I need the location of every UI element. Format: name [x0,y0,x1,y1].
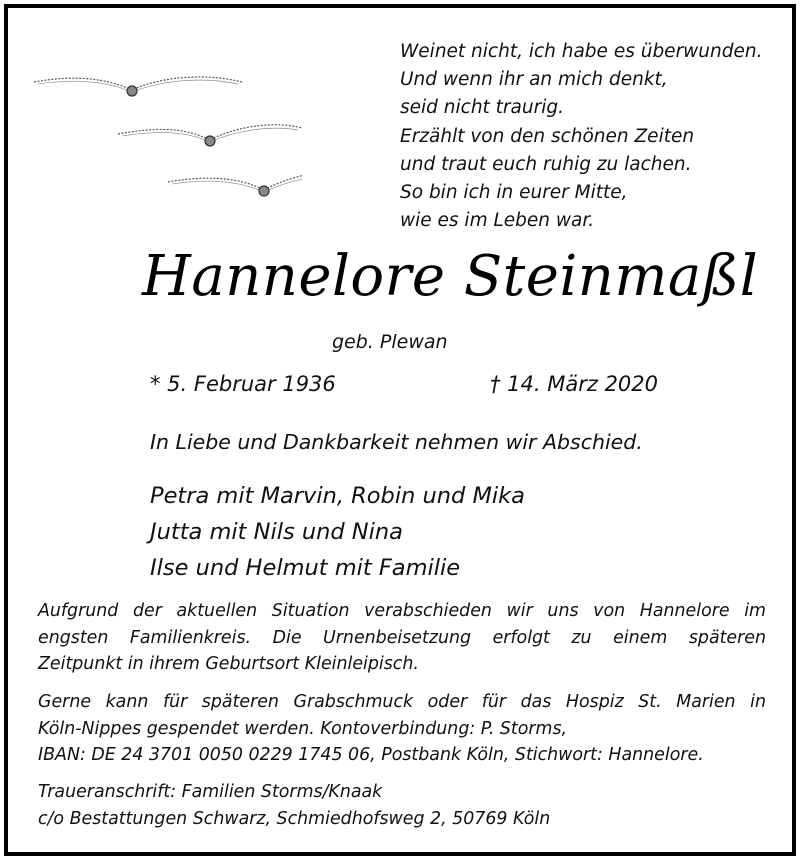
deceased-name: Hannelore Steinmaßl [142,244,759,309]
death-date: † 14. März 2020 [490,372,659,396]
notice-line: IBAN: DE 24 3701 0050 0229 1745 06, Postbank Köln, Stichwort: Hannelore. [38,745,704,766]
notice-line: Traueranschrift: Familien Storms/Knaak [38,782,383,802]
mourner-line: Jutta mit Nils und Nina [150,519,403,545]
mourner-line: Petra mit Marvin, Robin und Mika [150,483,525,509]
notice-situation [38,598,766,678]
notice-line: Gerne kann für späteren Grabschmuck oder für das Hospiz St. Marien in [38,692,766,712]
notice-address [38,779,766,832]
notice-line: engsten Familienkreis. Die Urnenbeisetzung erfolgt zu einem späteren [38,627,766,648]
poem-line: und traut euch ruhig zu lachen. [400,153,692,175]
notice-donation [38,689,766,769]
obituary-card [4,4,796,856]
flying-bird-icon [168,173,302,196]
farewell-text: In Liebe und Dankbarkeit nehmen wir Abschied. [150,430,643,454]
notice-line: c/o Bestattungen Schwarz, Schmiedhofsweg 2, 50769 Köln [38,808,551,829]
birth-date: * 5. Februar 1936 [150,372,336,396]
mourners-list [150,478,525,586]
poem-line: Und wenn ihr an mich denkt, [400,69,668,91]
poem [400,38,762,235]
notice-line: Zeitpunkt in ihrem Geburtsort Kleinleipisch. [38,654,419,675]
poem-line: seid nicht traurig. [400,97,564,119]
notice-line: Köln-Nippes gespendet werden. Kontoverbindung: P. Storms, [38,718,568,739]
poem-line: Weinet nicht, ich habe es überwunden. [400,41,763,62]
maiden-name: geb. Plewan [332,331,448,353]
flying-bird-icon [34,77,242,96]
poem-line: wie es im Leben war. [400,210,595,232]
poem-line: Erzählt von den schönen Zeiten [400,125,695,147]
notice-line: Aufgrund der aktuellen Situation verabschieden wir uns von Hannelore im [38,601,766,621]
birds-illustration [32,64,302,214]
mourner-line: Ilse und Helmut mit Familie [150,555,461,581]
flying-bird-icon [118,125,302,146]
poem-line: So bin ich in eurer Mitte, [400,182,628,204]
